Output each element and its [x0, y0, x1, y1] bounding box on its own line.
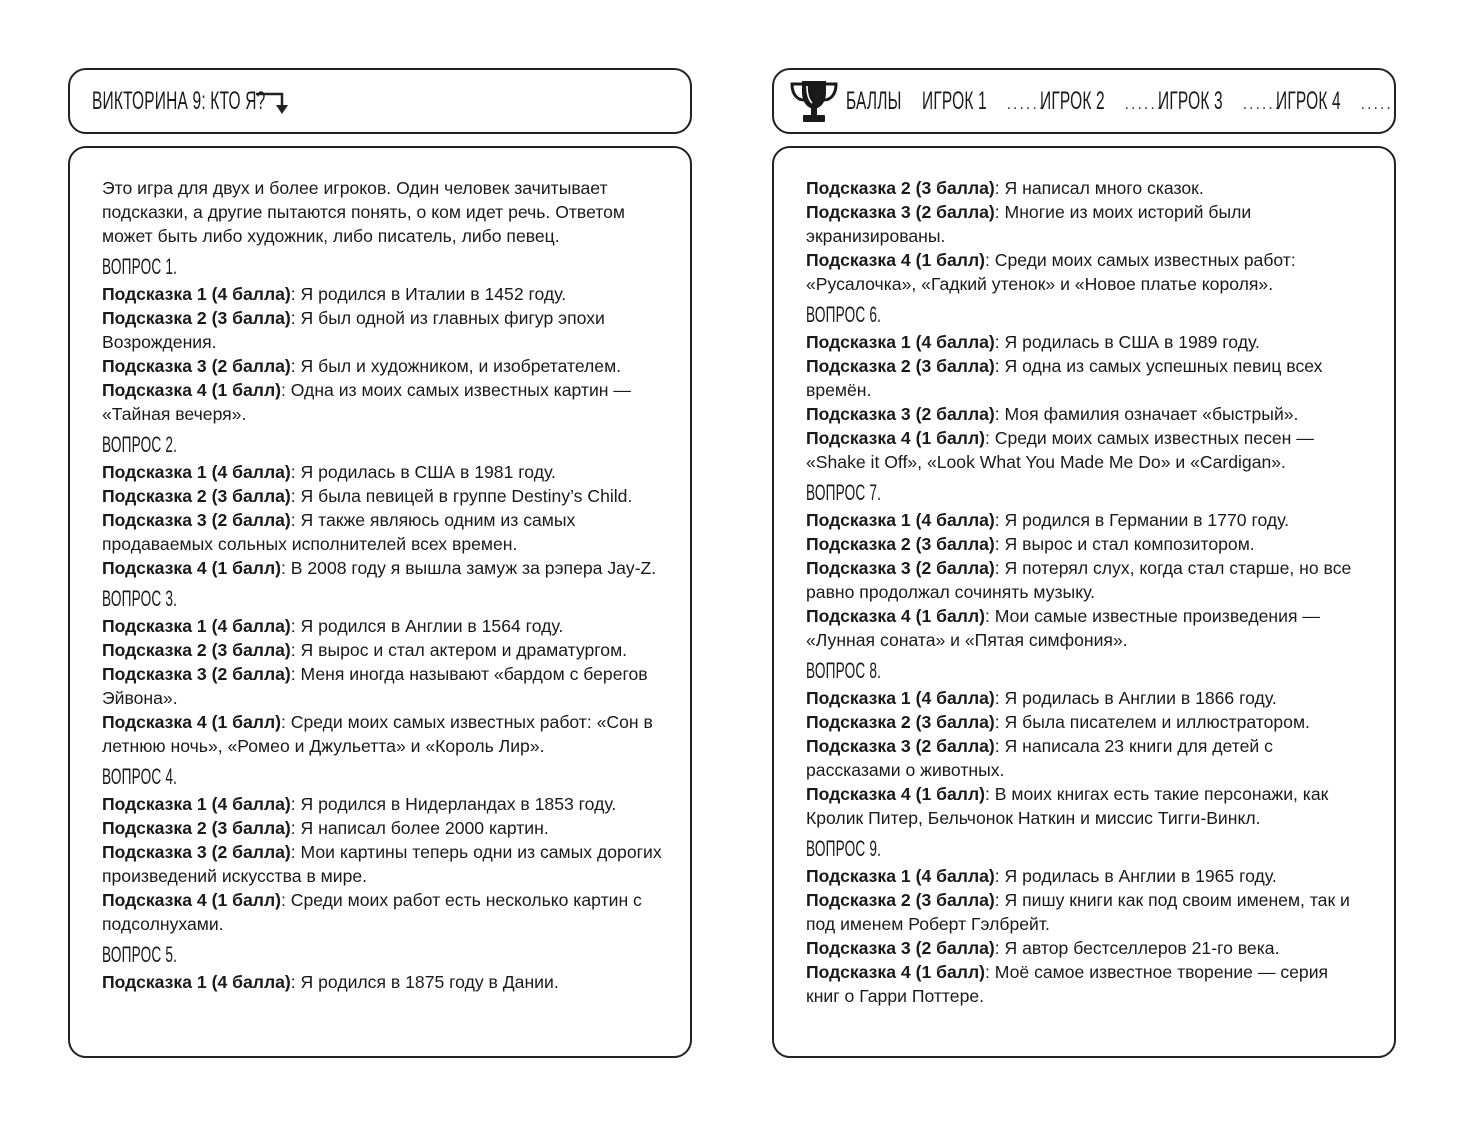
hint-label: Подсказка 1 (4 балла): [806, 866, 995, 886]
hint: [102, 484, 662, 508]
hint: [102, 888, 662, 936]
hint-label: Подсказка 2 (3 балла): [102, 486, 291, 506]
hint: [102, 710, 662, 758]
hint: [102, 816, 662, 840]
hint-text: : Мои картины теперь одни из самых дорогих произведений искусства в мире.: [102, 842, 662, 886]
score-blank: ......: [1242, 95, 1282, 113]
hint: [806, 960, 1366, 1008]
player-name: ИГРОК 4: [1276, 86, 1341, 115]
quiz-title-bar: [68, 68, 692, 134]
question-block: [102, 432, 662, 580]
hint-text: : Я был одной из главных фигур эпохи Возрождения.: [102, 308, 605, 352]
player-name: ИГРОК 1: [922, 86, 987, 115]
score-blank: ......: [1124, 95, 1164, 113]
score-bar: [772, 68, 1400, 134]
hint: [102, 282, 662, 306]
question-title: ВОПРОС 4.: [102, 764, 178, 789]
hint: [806, 354, 1366, 402]
hint-label: Подсказка 1 (4 балла): [102, 462, 291, 482]
hint-text: : Моё самое известное творение — серия книг о Гарри Поттере.: [806, 962, 1329, 1006]
hint-text: : Я написал много сказок.: [994, 178, 1204, 198]
hint-text: : Среди моих работ есть несколько картин с подсолнухами.: [102, 890, 642, 934]
hint-text: : Меня иногда называют «бардом с берегов Эйвона».: [102, 664, 648, 708]
hint-text: : Среди моих самых известных песен — «Shake it Off», «Look What You Made Me Do» и «Cardigan».: [806, 428, 1314, 472]
hint-text: : Я также являюсь одним из самых продаваемых сольных исполнителей всех времен.: [102, 510, 576, 554]
question-block: [806, 658, 1366, 830]
player-1-score[interactable]: [922, 86, 1046, 116]
hint-text: : Я была писателем и иллюстратором.: [994, 712, 1310, 732]
hint: [102, 662, 662, 710]
score-blank: ......: [1360, 95, 1400, 113]
hint: [806, 710, 1366, 734]
hint-text: : Я вырос и стал композитором.: [994, 534, 1255, 554]
hint-label: Подсказка 2 (3 балла): [806, 356, 995, 376]
hint-text: : Среди моих самых известных работ: «Русалочка», «Гадкий утенок» и «Новое платье короля».: [806, 250, 1296, 294]
hint-text: : Я родился в Германии в 1770 году.: [994, 510, 1290, 530]
hint-label: Подсказка 3 (2 балла): [806, 404, 995, 424]
player-name: ИГРОК 2: [1040, 86, 1105, 115]
hint: [102, 306, 662, 354]
question-block: [806, 480, 1366, 652]
hint: [806, 532, 1366, 556]
hint-label: Подсказка 4 (1 балл): [806, 428, 985, 448]
hint-label: Подсказка 3 (2 балла): [806, 938, 995, 958]
question-block: [806, 836, 1366, 1008]
hint-text: : Я родился в Италии в 1452 году.: [290, 284, 567, 304]
hint-text: : Моя фамилия означает «быстрый».: [994, 404, 1299, 424]
hint: [806, 402, 1366, 426]
hint-text: : Я родилась в Англии в 1866 году.: [994, 688, 1277, 708]
hint-text: : Я родилась в Англии в 1965 году.: [994, 866, 1277, 886]
question-block: [806, 302, 1366, 474]
hint-label: Подсказка 2 (3 балла): [806, 178, 995, 198]
hint-label: Подсказка 1 (4 балла): [102, 284, 291, 304]
player-name: ИГРОК 3: [1158, 86, 1223, 115]
hint-text: : Одна из моих самых известных картин — «Тайная вечеря».: [102, 380, 631, 424]
question-title: ВОПРОС 6.: [806, 302, 882, 327]
hint-label: Подсказка 2 (3 балла): [806, 534, 995, 554]
questions-panel-left: [68, 146, 692, 1058]
hint-label: Подсказка 1 (4 балла): [102, 972, 291, 992]
hint-label: Подсказка 1 (4 балла): [102, 794, 291, 814]
score-blank: ......: [1006, 95, 1046, 113]
question-title: ВОПРОС 9.: [806, 836, 882, 861]
hint-label: Подсказка 3 (2 балла): [806, 736, 995, 756]
hint-label: Подсказка 3 (2 балла): [102, 664, 291, 684]
hint-label: Подсказка 3 (2 балла): [102, 510, 291, 530]
hint-label: Подсказка 2 (3 балла): [102, 640, 291, 660]
question-5-continuation: [806, 176, 1366, 296]
hint-label: Подсказка 2 (3 балла): [102, 308, 291, 328]
questions-panel-right: [772, 146, 1396, 1058]
hint-text: : В 2008 году я вышла замуж за рэпера Jay-Z.: [280, 558, 657, 578]
hint-text: : Мои самые известные произведения — «Лунная соната» и «Пятая симфония».: [806, 606, 1320, 650]
hint-text: : В моих книгах есть такие персонажи, как Кролик Питер, Бельчонок Наткин и миссис Тигги-Винкл.: [806, 784, 1329, 828]
hint-label: Подсказка 2 (3 балла): [102, 818, 291, 838]
quiz-title: ВИКТОРИНА 9: КТО Я?: [92, 86, 266, 115]
question-title: ВОПРОС 3.: [102, 586, 178, 611]
hint: [102, 378, 662, 426]
hint: [806, 508, 1366, 532]
hint-label: Подсказка 4 (1 балл): [806, 250, 985, 270]
question-title: ВОПРОС 7.: [806, 480, 882, 505]
hint-label: Подсказка 3 (2 балла): [102, 842, 291, 862]
hint: [806, 248, 1366, 296]
hint: [102, 556, 662, 580]
hint-label: Подсказка 1 (4 балла): [102, 616, 291, 636]
hint-text: : Многие из моих историй были экранизированы.: [806, 202, 1252, 246]
hint: [806, 556, 1366, 604]
hint: [806, 864, 1366, 888]
question-title: ВОПРОС 8.: [806, 658, 882, 683]
hint-text: : Я родилась в США в 1981 году.: [290, 462, 556, 482]
question-block: [102, 764, 662, 936]
hint-text: : Я родился в Нидерландах в 1853 году.: [290, 794, 617, 814]
hint: [102, 354, 662, 378]
question-title: ВОПРОС 2.: [102, 432, 178, 457]
hint-label: Подсказка 2 (3 балла): [806, 890, 995, 910]
player-2-score[interactable]: [1040, 86, 1164, 116]
hint: [806, 888, 1366, 936]
question-title: ВОПРОС 5.: [102, 942, 178, 967]
hint-text: : Среди моих самых известных работ: «Сон в летнюю ночь», «Ромео и Джульетта» и «Король Лир».: [102, 712, 653, 756]
trophy-icon: [788, 78, 840, 124]
hint-text: : Я одна из самых успешных певиц всех времён.: [806, 356, 1323, 400]
hint: [806, 200, 1366, 248]
hint-text: : Я был и художником, и изобретателем.: [290, 356, 622, 376]
hint-text: : Я вырос и стал актером и драматургом.: [290, 640, 628, 660]
hint-label: Подсказка 4 (1 балл): [102, 890, 281, 910]
hint: [102, 614, 662, 638]
hint-label: Подсказка 4 (1 балл): [806, 606, 985, 626]
hint-label: Подсказка 1 (4 балла): [806, 332, 995, 352]
hint: [806, 330, 1366, 354]
hint: [806, 604, 1366, 652]
hint-label: Подсказка 4 (1 балл): [806, 962, 985, 982]
intro-text: Это игра для двух и более игроков. Один человек зачитывает подсказки, а другие пытаются понять, о ком идет речь. Ответом может быть либо художник, либо писатель, либо певец.: [102, 178, 626, 246]
hint-text: : Я родился в Англии в 1564 году.: [290, 616, 564, 636]
hint-label: Подсказка 3 (2 балла): [806, 202, 995, 222]
hint-text: : Я пишу книги как под своим именем, так и под именем Роберт Гэлбрейт.: [806, 890, 1350, 934]
question-block: [102, 586, 662, 758]
hint-text: : Я написал более 2000 картин.: [290, 818, 549, 838]
hint: [806, 734, 1366, 782]
hint-label: Подсказка 2 (3 балла): [806, 712, 995, 732]
hint: [102, 460, 662, 484]
hint: [102, 792, 662, 816]
hint-label: Подсказка 4 (1 балл): [102, 558, 281, 578]
hint-label: Подсказка 1 (4 балла): [806, 510, 995, 530]
hint-label: Подсказка 3 (2 балла): [806, 558, 995, 578]
hint: [806, 936, 1366, 960]
hint-text: : Я была певицей в группе Destiny’s Child.: [290, 486, 633, 506]
hint-label: Подсказка 1 (4 балла): [806, 688, 995, 708]
hint-label: Подсказка 4 (1 балл): [102, 712, 281, 732]
hint-text: : Я родился в 1875 году в Дании.: [290, 972, 559, 992]
hint: [102, 638, 662, 662]
hint-text: : Я потерял слух, когда стал старше, но все равно продолжал сочинять музыку.: [806, 558, 1352, 602]
hint: [806, 686, 1366, 710]
hint: [102, 840, 662, 888]
hint: [806, 176, 1366, 200]
scores-label: БАЛЛЫ: [846, 86, 902, 115]
question-block: [102, 942, 662, 994]
hint: [102, 508, 662, 556]
hint: [806, 782, 1366, 830]
hint-label: Подсказка 3 (2 балла): [102, 356, 291, 376]
hint-text: : Я автор бестселлеров 21-го века.: [994, 938, 1280, 958]
question-block: [102, 254, 662, 426]
question-title: ВОПРОС 1.: [102, 254, 178, 279]
player-3-score[interactable]: [1158, 86, 1282, 116]
hint: [102, 970, 662, 994]
hint-label: Подсказка 4 (1 балл): [806, 784, 985, 804]
player-4-score[interactable]: [1276, 86, 1400, 116]
hint-text: : Я написала 23 книги для детей с рассказами о животных.: [806, 736, 1273, 780]
hint-label: Подсказка 4 (1 балл): [102, 380, 281, 400]
hint-text: : Я родилась в США в 1989 году.: [994, 332, 1260, 352]
hint: [806, 426, 1366, 474]
